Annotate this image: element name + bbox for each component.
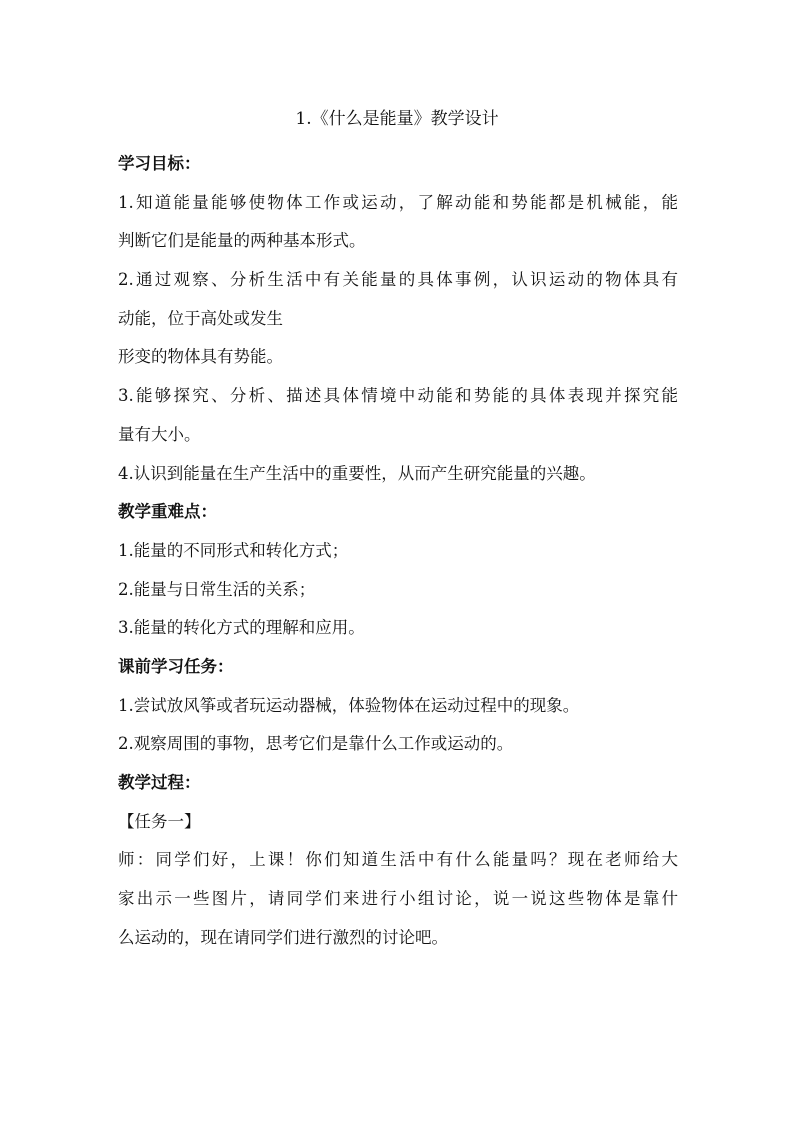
objective-3-line-2: 量有大小。 bbox=[118, 424, 201, 444]
pre-class-task-2: 2.观察周围的事物，思考它们是靠什么工作或运动的。 bbox=[118, 734, 514, 754]
key-point-1: 1.能量的不同形式和转化方式； bbox=[118, 540, 349, 560]
key-point-2: 2.能量与日常生活的关系； bbox=[118, 579, 316, 599]
section-heading-objectives: 学习目标： bbox=[118, 154, 201, 173]
section-heading-key-points: 教学重难点： bbox=[118, 502, 217, 522]
objective-2-line-3: 形变的物体具有势能。 bbox=[118, 347, 283, 367]
section-heading-pre-class-tasks: 课前学习任务： bbox=[118, 656, 234, 676]
objective-1-line-2: 判断它们是能量的两种基本形式。 bbox=[118, 231, 366, 251]
document-body bbox=[118, 145, 678, 957]
teacher-dialogue-line-3: 么运动的，现在请同学们进行激烈的讨论吧。 bbox=[118, 927, 448, 947]
section-heading-teaching-process: 教学过程： bbox=[118, 773, 201, 792]
objective-2-line-2: 动能，位于高处或发生 bbox=[118, 308, 283, 328]
document-title: 1.《什么是能量》教学设计 bbox=[295, 109, 499, 129]
key-point-3: 3.能量的转化方式的理解和应用。 bbox=[118, 618, 365, 638]
objective-1-line-1: 1.知道能量能够使物体工作或运动，了解动能和势能都是机械能，能 bbox=[118, 192, 678, 212]
teacher-dialogue-line-2: 家出示一些图片，请同学们来进行小组讨论，说一说这些物体是靠什 bbox=[118, 889, 678, 909]
teacher-dialogue-line-1: 师：同学们好，上课！你们知道生活中有什么能量吗？现在老师给大 bbox=[118, 850, 678, 870]
objective-2-line-1: 2.通过观察、分析生活中有关能量的具体事例，认识运动的物体具有 bbox=[118, 270, 678, 290]
pre-class-task-1: 1.尝试放风筝或者玩运动器械，体验物体在运动过程中的现象。 bbox=[118, 695, 580, 715]
task-one-label: 【任务一】 bbox=[118, 811, 201, 831]
objective-4-line-1: 4.认识到能量在生产生活中的重要性，从而产生研究能量的兴趣。 bbox=[118, 463, 596, 483]
objective-3-line-1: 3.能够探究、分析、描述具体情境中动能和势能的具体表现并探究能 bbox=[118, 386, 678, 406]
